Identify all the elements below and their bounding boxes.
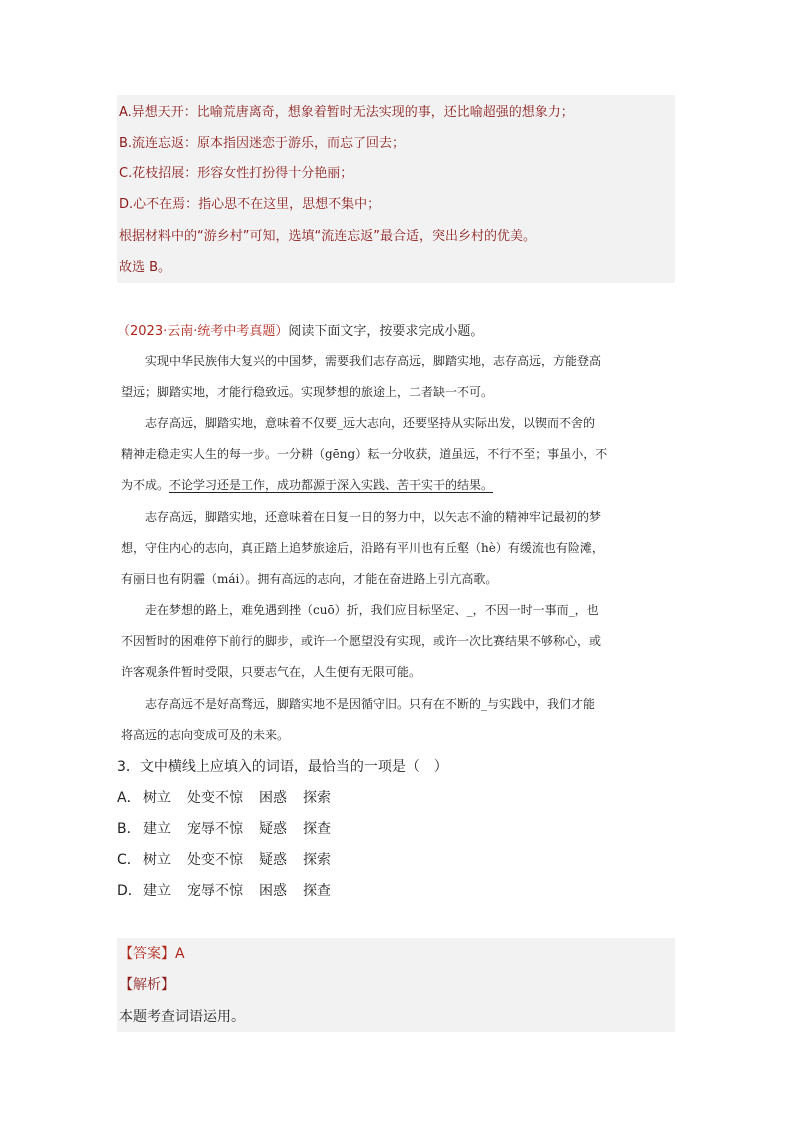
explanation-line: C.花枝招展：形容女性打扮得十分艳丽； (119, 166, 354, 181)
answer-line (119, 944, 185, 964)
option-word-3: 疑惑 (259, 852, 287, 868)
answer-value: A (175, 946, 185, 962)
option-word-4: 探查 (303, 883, 331, 899)
explanation-line: 根据材料中的“游乡村”可知，选填“流连忘返”最合适，突出乡村的优美。 (119, 229, 536, 244)
option-word-1: 建立 (143, 821, 171, 837)
answer-tag: 【答案】 (119, 946, 175, 962)
option-letter: C． (117, 852, 141, 868)
option-word-1: 树立 (143, 852, 171, 868)
explanation-line: D.心不在焉：指心思不在这里，思想不集中； (119, 197, 381, 212)
passage-line: 实现中华民族伟大复兴的中国梦，需要我们志存高远，脚踏实地，志存高远，方能登高 (145, 354, 602, 368)
option-word-2: 宠辱不惊 (187, 821, 243, 837)
underlined-sentence: 不论学习还是工作，成功都源于深入实践、苦干实干的结果。 (169, 478, 494, 492)
passage-line: 望远；脚踏实地，才能行稳致远。实现梦想的旅途上，二者缺一不可。 (121, 385, 494, 399)
passage-line: 不因暂时的困难停下前行的脚步，或许一个愿望没有实现，或许一次比赛结果不够称心，或 (121, 634, 602, 648)
explanation-line: A.异想天开：比喻荒唐离奇，想象着暂时无法实现的事，还比喻超强的想象力； (119, 105, 574, 120)
option-word-2: 处变不惊 (187, 790, 243, 806)
answer-box (117, 938, 675, 1032)
passage-line: 有丽日也有阴霾（mái）。拥有高远的志向，才能在奋进路上引亢高歌。 (121, 572, 498, 586)
analysis-tag: 【解析】 (119, 977, 175, 993)
option-c[interactable] (117, 850, 331, 870)
passage-line: 志存高远，脚踏实地，意味着不仅要_远大志向，还要坚持从实际出发，以锲而不舍的 (145, 416, 596, 430)
explanation-box (117, 95, 675, 283)
option-word-3: 困惑 (259, 790, 287, 806)
option-letter: D． (117, 883, 142, 899)
option-word-1: 树立 (143, 790, 171, 806)
option-word-4: 探查 (303, 821, 331, 837)
passage-line: 许客观条件暂时受限，只要志气在，人生便有无限可能。 (121, 665, 422, 679)
option-letter: B． (117, 821, 141, 837)
passage-line: 走在梦想的路上，难免遇到挫（cuō）折，我们应目标坚定、_，不因一时一事而_，也 (145, 603, 599, 617)
passage-line (121, 475, 673, 495)
option-word-2: 处变不惊 (187, 852, 243, 868)
option-word-4: 探索 (303, 790, 331, 806)
explanation-line: B.流连忘返：原本指因迷恋于游乐，而忘了回去； (119, 136, 406, 151)
option-b[interactable] (117, 819, 331, 839)
passage-line: 想，守住内心的志向，真正踏上追梦旅途后，沿路有平川也有丘壑（hè）有缓流也有险滩， (121, 541, 604, 555)
passage-line: 将高远的志向变成可及的未来。 (121, 728, 290, 742)
option-word-3: 困惑 (259, 883, 287, 899)
passage-text: 为不成。 (121, 478, 170, 492)
option-word-4: 探索 (303, 852, 331, 868)
option-letter: A． (117, 790, 141, 806)
passage-line: 志存高远不是好高骛远，脚踏实地不是因循守旧。只有在不断的_与实践中，我们才能 (145, 697, 596, 711)
passage-line: 精神走稳走实人生的每一步。一分耕（gēng）耘一分收获，道虽远，不行不至；事虽小，不 (121, 447, 608, 461)
passage-line: 志存高远，脚踏实地，还意味着在日复一日的努力中，以矢志不渝的精神牢记最初的梦 (145, 510, 602, 524)
option-word-1: 建立 (143, 883, 171, 899)
option-word-3: 疑惑 (259, 821, 287, 837)
option-d[interactable] (117, 881, 331, 901)
analysis-text: 本题考查词语运用。 (119, 1009, 245, 1025)
option-a[interactable] (117, 788, 331, 808)
instruction-text: 阅读下面文字，按要求完成小题。 (288, 324, 484, 339)
question-stem: 3．文中横线上应填入的词语，最恰当的一项是（ ） (117, 759, 448, 775)
explanation-line: 故选 B。 (119, 260, 172, 275)
question-source (117, 322, 483, 342)
source-label: （2023·云南·统考中考真题） (117, 324, 289, 339)
option-word-2: 宠辱不惊 (187, 883, 243, 899)
